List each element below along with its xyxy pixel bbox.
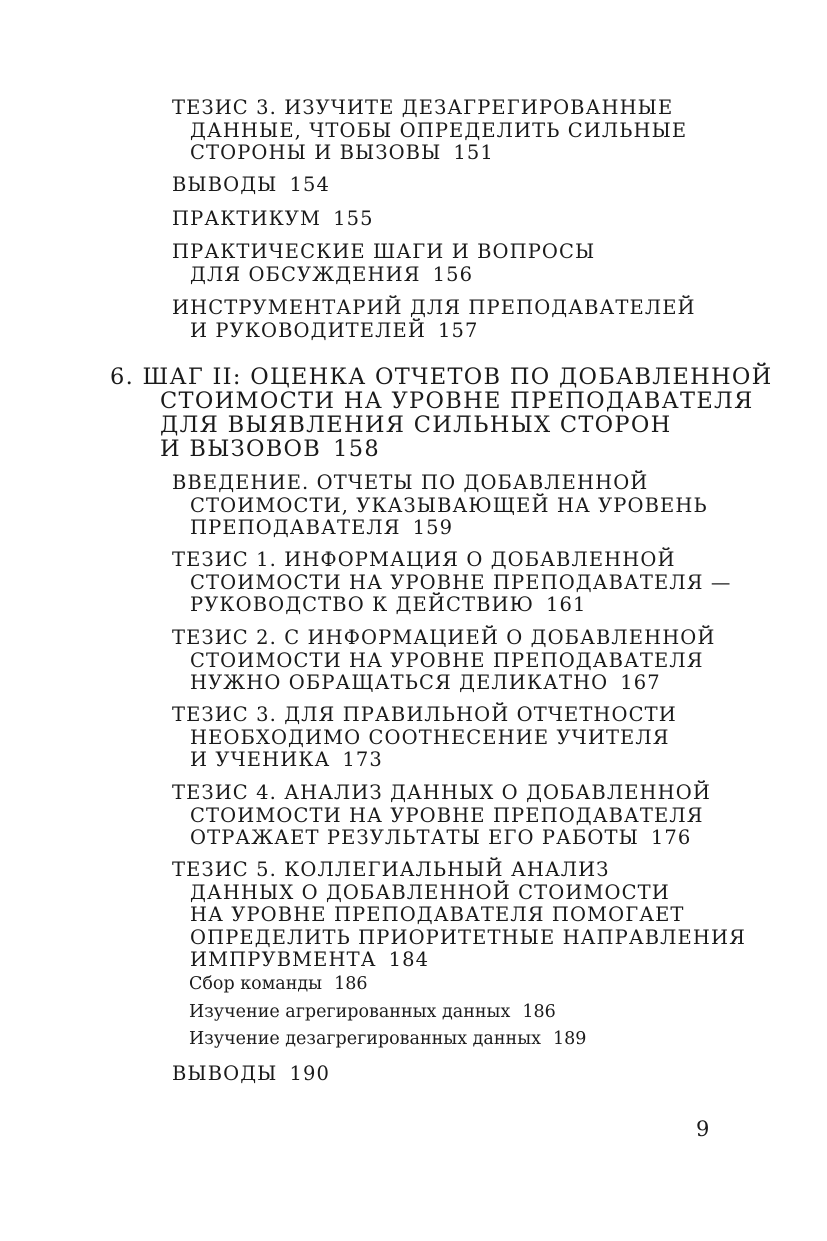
chapter-line: ДЛЯ ВЫЯВЛЕНИЯ СИЛЬНЫХ СТОРОН [160, 412, 672, 438]
toc-line: ТЕЗИС 4. АНАЛИЗ ДАННЫХ О ДОБАВЛЕННОЙ [172, 781, 711, 804]
toc-entry-thesis5[interactable] [172, 859, 746, 972]
toc-subentry-disaggregated[interactable] [189, 1028, 586, 1050]
page-ref: 157 [437, 318, 479, 342]
toc-entry-introduction[interactable] [172, 472, 708, 540]
toc-line: ТЕЗИС 2. С ИНФОРМАЦИЕЙ О ДОБАВЛЕННОЙ [172, 626, 716, 649]
page-ref: 151 [453, 141, 494, 164]
toc-line-last: ПРАКТИКУМ 155 [172, 207, 374, 230]
toc-subentry-aggregated[interactable] [189, 1001, 556, 1023]
chapter-line: 6. ШАГ II: ОЦЕНКА ОТЧЕТОВ ПО ДОБАВЛЕННОЙ [110, 364, 773, 390]
toc-line: ОПРЕДЕЛИТЬ ПРИОРИТЕТНЫЕ НАПРАВЛЕНИЯ [190, 925, 746, 949]
chapter-line: СТОИМОСТИ НА УРОВНЕ ПРЕПОДАВАТЕЛЯ [160, 388, 754, 414]
toc-line: СТОИМОСТИ, УКАЗЫВАЮЩЕЙ НА УРОВЕНЬ [190, 493, 708, 517]
toc-line: СТОИМОСТИ НА УРОВНЕ ПРЕПОДАВАТЕЛЯ [190, 803, 704, 827]
toc-entry-thesis4[interactable] [172, 782, 711, 850]
toc-line: ТЕЗИС 3. ИЗУЧИТЕ ДЕЗАГРЕГИРОВАННЫЕ [172, 96, 674, 119]
toc-line: ПРАКТИЧЕСКИЕ ШАГИ И ВОПРОСЫ [172, 240, 596, 263]
toc-line: ТЕЗИС 3. ДЛЯ ПРАВИЛЬНОЙ ОТЧЕТНОСТИ [172, 703, 677, 726]
toc-entry-practicum[interactable] [172, 208, 374, 231]
toc-line-last: ОТРАЖАЕТ РЕЗУЛЬТАТЫ ЕГО РАБОТЫ 176 [190, 826, 692, 849]
toc-line-last: СТОРОНЫ И ВЫЗОВЫ 151 [190, 141, 494, 164]
toc-line-last: ВЫВОДЫ 154 [172, 173, 331, 196]
toc-line-last: Изучение агрегированных данных 186 [189, 1002, 556, 1022]
page-ref: 155 [333, 207, 374, 230]
toc-line-last: РУКОВОДСТВО К ДЕЙСТВИЮ 161 [190, 593, 587, 616]
toc-line-last: И УЧЕНИКА 173 [190, 748, 383, 771]
page-ref: 158 [333, 436, 380, 462]
toc-line-last: ПРЕПОДАВАТЕЛЯ 159 [190, 516, 454, 539]
page-ref: 186 [522, 1002, 556, 1022]
toc-entry-thesis3-prev[interactable] [172, 97, 687, 165]
page-ref: 173 [342, 748, 383, 771]
toc-entry-thesis1[interactable] [172, 549, 731, 617]
page-ref: 186 [334, 974, 368, 994]
page-ref: 184 [388, 948, 430, 971]
toc-chapter-6[interactable] [110, 365, 773, 461]
toc-entry-thesis2[interactable] [172, 627, 716, 695]
toc-line: ДАННЫЕ, ЧТОБЫ ОПРЕДЕЛИТЬ СИЛЬНЫЕ [190, 118, 688, 142]
toc-entry-conclusions[interactable] [172, 1063, 330, 1086]
toc-entry-conclusions-prev[interactable] [172, 174, 330, 197]
page-ref: 159 [412, 516, 454, 539]
toc-line: НЕОБХОДИМО СООТНЕСЕНИЕ УЧИТЕЛЯ [190, 725, 670, 749]
page-ref: 154 [289, 173, 331, 196]
toc-line-last: ВЫВОДЫ 190 [172, 1062, 331, 1085]
toc-line: ТЕЗИС 1. ИНФОРМАЦИЯ О ДОБАВЛЕННОЙ [172, 548, 676, 571]
page-ref: 176 [650, 826, 692, 849]
toc-line-last: ДЛЯ ОБСУЖДЕНИЯ 156 [190, 262, 474, 286]
toc-line: ДАННЫХ О ДОБАВЛЕННОЙ СТОИМОСТИ [190, 880, 670, 904]
chapter-line-last: И ВЫЗОВОВ 158 [160, 436, 380, 462]
toc-subentry-team[interactable] [189, 973, 368, 995]
toc-line: НА УРОВНЕ ПРЕПОДАВАТЕЛЯ ПОМОГАЕТ [190, 903, 685, 926]
toc-line-last: ИМПРУВМЕНТА 184 [190, 948, 430, 971]
page-ref: 167 [620, 671, 661, 694]
toc-line-last: Сбор команды 186 [189, 974, 368, 994]
toc-line: СТОИМОСТИ НА УРОВНЕ ПРЕПОДАВАТЕЛЯ [190, 648, 704, 672]
toc-entry-practical-steps[interactable] [172, 241, 595, 286]
toc-entry-toolkit[interactable] [172, 297, 696, 342]
page-number: 9 [696, 1117, 710, 1141]
page-ref: 161 [546, 593, 587, 616]
toc-line-last: Изучение дезагрегированных данных 189 [189, 1029, 587, 1049]
toc-line-last: НУЖНО ОБРАЩАТЬСЯ ДЕЛИКАТНО 167 [190, 671, 661, 694]
toc-line: СТОИМОСТИ НА УРОВНЕ ПРЕПОДАВАТЕЛЯ — [190, 570, 732, 594]
page-ref: 190 [289, 1062, 331, 1085]
toc-entry-thesis3[interactable] [172, 704, 677, 772]
page-ref: 189 [553, 1029, 587, 1049]
toc-line-last: И РУКОВОДИТЕЛЕЙ 157 [190, 318, 479, 342]
toc-line: ТЕЗИС 5. КОЛЛЕГИАЛЬНЫЙ АНАЛИЗ [172, 858, 610, 881]
toc-line: ВВЕДЕНИЕ. ОТЧЕТЫ ПО ДОБАВЛЕННОЙ [172, 471, 649, 494]
toc-line: ИНСТРУМЕНТАРИЙ ДЛЯ ПРЕПОДАВАТЕЛЕЙ [172, 296, 696, 319]
page-ref: 156 [432, 262, 474, 286]
